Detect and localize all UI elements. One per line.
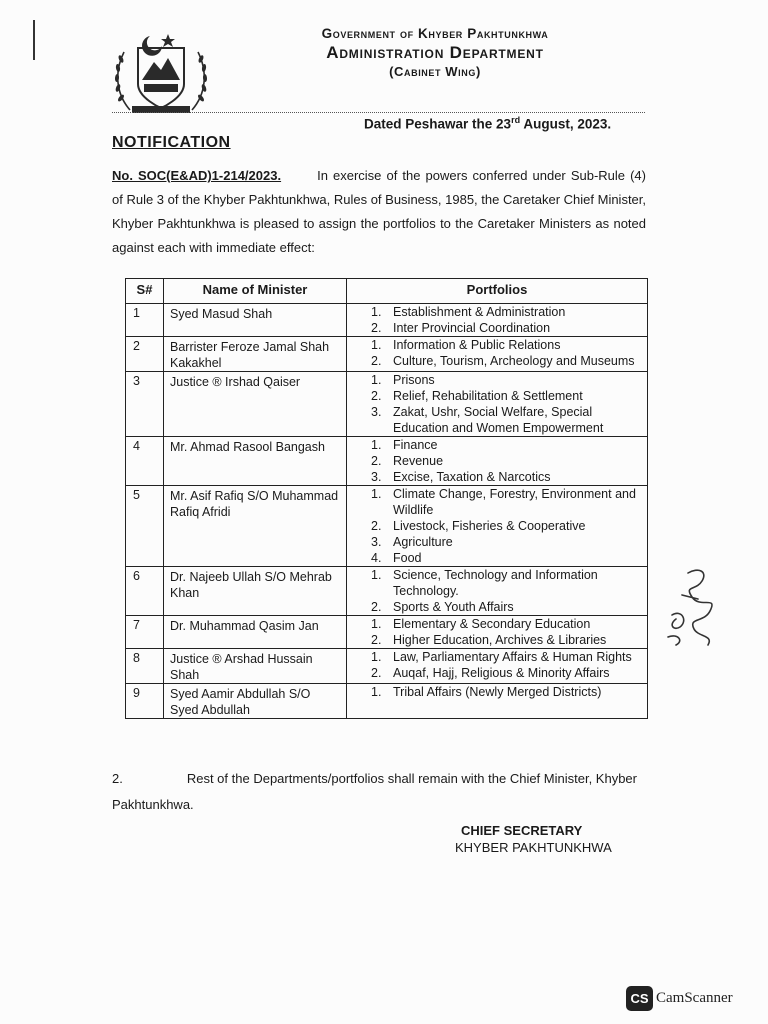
portfolio-item <box>371 469 645 485</box>
row-portfolios <box>347 304 648 337</box>
portfolio-item-number: 1. <box>371 373 382 387</box>
portfolio-item <box>371 616 645 632</box>
table-row <box>126 372 648 437</box>
camscanner-label: CamScanner <box>656 990 733 1006</box>
portfolio-item-text: Agriculture <box>393 535 453 549</box>
portfolio-item <box>371 437 645 453</box>
portfolio-item-text: Relief, Rehabilitation & Settlement <box>393 389 583 403</box>
portfolio-list <box>371 684 645 700</box>
portfolio-list <box>371 304 645 336</box>
portfolio-item <box>371 567 645 599</box>
row-serial-number: 7 <box>126 616 164 649</box>
notification-title: NOTIFICATION <box>112 134 231 151</box>
portfolio-item-number: 1. <box>371 305 382 319</box>
kp-government-emblem-icon <box>110 28 212 118</box>
portfolio-item-text: Food <box>393 551 422 565</box>
portfolio-item <box>371 518 645 534</box>
portfolio-item-text: Auqaf, Hajj, Religious & Minority Affairs <box>393 666 610 680</box>
row-serial-number: 1 <box>126 304 164 337</box>
portfolio-item-number: 1. <box>371 487 382 501</box>
letterhead-government: Government of Khyber Pakhtunkhwa <box>321 26 549 41</box>
table-row <box>126 304 648 337</box>
portfolio-item <box>371 404 645 436</box>
portfolio-item-number: 1. <box>371 617 382 631</box>
signature-block <box>455 822 612 856</box>
row-serial-number: 9 <box>126 684 164 719</box>
date-line <box>364 115 611 132</box>
handwritten-signature <box>658 565 728 650</box>
portfolio-item <box>371 353 645 369</box>
portfolio-item-text: Science, Technology and Information Technology. <box>393 568 598 598</box>
scan-edge-mark <box>33 20 35 60</box>
row-portfolios <box>347 437 648 486</box>
portfolio-item <box>371 372 645 388</box>
portfolio-item-number: 2. <box>371 354 382 368</box>
row-minister-name: Syed Masud Shah <box>164 304 347 337</box>
table-row <box>126 437 648 486</box>
portfolio-item-number: 1. <box>371 568 382 582</box>
row-portfolios <box>347 372 648 437</box>
portfolio-item-number: 2. <box>371 454 382 468</box>
portfolio-item-text: Establishment & Administration <box>393 305 566 319</box>
portfolio-item-text: Inter Provincial Coordination <box>393 321 551 335</box>
portfolio-item-number: 2. <box>371 519 382 533</box>
portfolio-item-number: 3. <box>371 470 382 484</box>
portfolio-item-text: Tribal Affairs (Newly Merged Districts) <box>393 685 602 699</box>
portfolio-list <box>371 486 645 566</box>
date-superscript: rd <box>511 115 521 125</box>
portfolio-item-number: 1. <box>371 650 382 664</box>
portfolio-item-number: 2. <box>371 633 382 647</box>
row-serial-number: 4 <box>126 437 164 486</box>
portfolio-item-text: Elementary & Secondary Education <box>393 617 591 631</box>
portfolio-item-text: Higher Education, Archives & Libraries <box>393 633 607 647</box>
portfolio-item <box>371 632 645 648</box>
table-row <box>126 684 648 719</box>
table-row <box>126 616 648 649</box>
row-minister-name: Mr. Ahmad Rasool Bangash <box>164 437 347 486</box>
row-serial-number: 2 <box>126 337 164 372</box>
portfolio-item-text: Law, Parliamentary Affairs & Human Rights <box>393 650 632 664</box>
portfolio-list <box>371 567 645 615</box>
table-body <box>126 304 648 719</box>
portfolio-list <box>371 649 645 681</box>
table-row <box>126 567 648 616</box>
portfolio-item <box>371 599 645 615</box>
col-header-sn: S# <box>126 279 164 304</box>
row-portfolios <box>347 486 648 567</box>
portfolio-item-text: Culture, Tourism, Archeology and Museums <box>393 354 635 368</box>
portfolio-item-number: 1. <box>371 685 382 699</box>
row-portfolios <box>347 337 648 372</box>
letterhead-wing: (Cabinet Wing) <box>389 64 481 79</box>
portfolio-item-number: 3. <box>371 405 382 419</box>
portfolio-item-number: 2. <box>371 321 382 335</box>
paragraph-two-number: 2. <box>112 771 123 786</box>
portfolio-item <box>371 665 645 681</box>
portfolio-item-text: Finance <box>393 438 438 452</box>
portfolio-item <box>371 486 645 518</box>
portfolio-item <box>371 684 645 700</box>
paragraph-two <box>112 766 646 818</box>
portfolio-list <box>371 337 645 369</box>
portfolio-item <box>371 304 645 320</box>
portfolio-item-text: Revenue <box>393 454 444 468</box>
table-row <box>126 486 648 567</box>
portfolio-list <box>371 437 645 485</box>
row-minister-name: Justice ® Irshad Qaiser <box>164 372 347 437</box>
portfolio-item <box>371 320 645 336</box>
signatory-title: CHIEF SECRETARY <box>461 823 583 838</box>
date-prefix: Dated Peshawar the 23 <box>364 116 512 132</box>
row-minister-name: Justice ® Arshad Hussain Shah <box>164 649 347 684</box>
date-suffix: August, 2023. <box>520 116 612 132</box>
portfolio-item-text: Climate Change, Forestry, Environment and Wildlife <box>393 487 636 517</box>
portfolio-item <box>371 649 645 665</box>
portfolio-item-text: Sports & Youth Affairs <box>393 600 514 614</box>
portfolio-item-number: 2. <box>371 389 382 403</box>
row-minister-name: Barrister Feroze Jamal Shah Kakakhel <box>164 337 347 372</box>
portfolio-list <box>371 372 645 436</box>
portfolio-list <box>371 616 645 648</box>
row-portfolios <box>347 616 648 649</box>
portfolio-item-text: Prisons <box>393 373 435 387</box>
row-serial-number: 8 <box>126 649 164 684</box>
row-serial-number: 3 <box>126 372 164 437</box>
notification-reference-number: No. SOC(E&AD)1-214/2023. <box>112 168 282 183</box>
table-header-row <box>126 279 648 304</box>
signatory-org: KHYBER PAKHTUNKHWA <box>455 840 612 855</box>
portfolio-item <box>371 453 645 469</box>
notification-body <box>112 164 646 260</box>
col-header-name: Name of Minister <box>164 279 347 304</box>
portfolio-item-number: 4. <box>371 551 382 565</box>
row-serial-number: 5 <box>126 486 164 567</box>
table-row <box>126 649 648 684</box>
row-portfolios <box>347 684 648 719</box>
letterhead-department: Administration Department <box>326 43 544 62</box>
header-divider <box>112 112 645 113</box>
table-row <box>126 337 648 372</box>
portfolio-item-text: Zakat, Ushr, Social Welfare, Special Education and Women Empowerment <box>393 405 604 435</box>
row-minister-name: Syed Aamir Abdullah S/O Syed Abdullah <box>164 684 347 719</box>
portfolio-item <box>371 388 645 404</box>
camscanner-watermark <box>626 986 733 1011</box>
notification-body-text: In exercise of the powers conferred under Sub-Rule (4) of Rule 3 of the Khyber Pakhtunkhwa, Rules of Business, 1985, the Caretaker Chief Minister, Khyber Pakhtunkhwa is pleased to assign the portfolios to the Caretaker Ministers as noted against each with immediate effect: <box>112 168 647 255</box>
row-portfolios <box>347 649 648 684</box>
portfolio-item-text: Excise, Taxation & Narcotics <box>393 470 551 484</box>
portfolio-item-number: 2. <box>371 666 382 680</box>
row-serial-number: 6 <box>126 567 164 616</box>
portfolio-item-number: 3. <box>371 535 382 549</box>
row-minister-name: Dr. Najeeb Ullah S/O Mehrab Khan <box>164 567 347 616</box>
portfolio-item <box>371 337 645 353</box>
camscanner-logo-icon: CS <box>626 986 653 1011</box>
portfolio-item-number: 1. <box>371 438 382 452</box>
col-header-portfolios: Portfolios <box>347 279 648 304</box>
portfolio-item <box>371 534 645 550</box>
row-minister-name: Mr. Asif Rafiq S/O Muhammad Rafiq Afridi <box>164 486 347 567</box>
portfolio-item <box>371 550 645 566</box>
letterhead <box>215 26 655 79</box>
portfolio-item-number: 1. <box>371 338 382 352</box>
row-portfolios <box>347 567 648 616</box>
portfolio-item-text: Livestock, Fisheries & Cooperative <box>393 519 586 533</box>
row-minister-name: Dr. Muhammad Qasim Jan <box>164 616 347 649</box>
portfolio-item-text: Information & Public Relations <box>393 338 561 352</box>
paragraph-two-text: Rest of the Departments/portfolios shall remain with the Chief Minister, Khyber Pakhtunkhwa. <box>112 771 637 812</box>
portfolio-item-number: 2. <box>371 600 382 614</box>
portfolio-table <box>125 278 648 719</box>
